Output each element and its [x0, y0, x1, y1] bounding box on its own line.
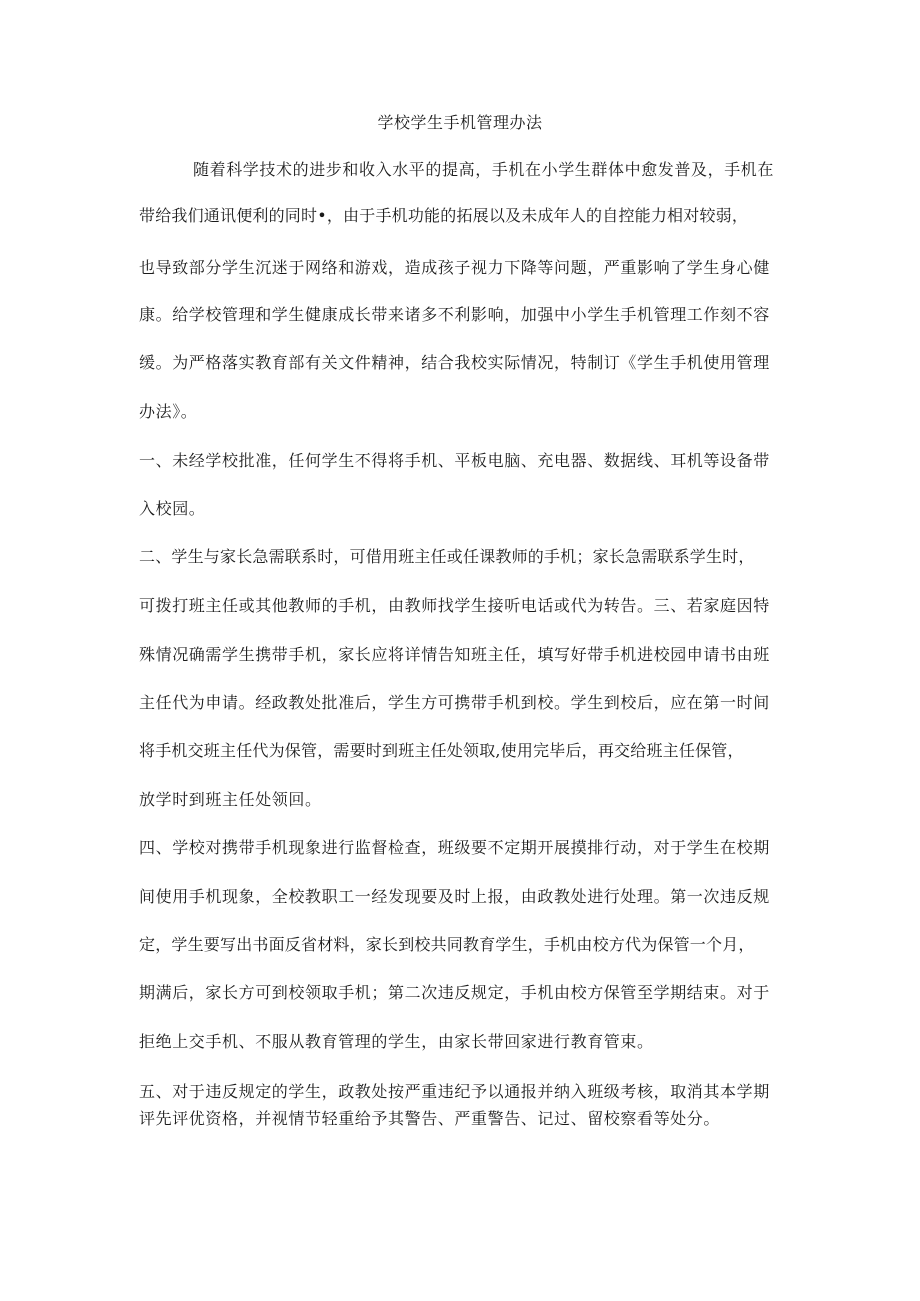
paragraph-line: 将手机交班主任代为保管，需要时到班主任处领取,使用完毕后，再交给班主任保管，	[139, 741, 744, 760]
paragraph-line: 入校园。	[139, 499, 206, 518]
document-title: 学校学生手机管理办法	[377, 113, 543, 132]
paragraph-line: 期满后，家长方可到校领取手机；第二次违反规定，手机由校方保管至学期结束。对于	[139, 983, 770, 1002]
paragraph-line: 定，学生要写出书面反省材料，家长到校共同教育学生，手机由校方代为保管一个月，	[139, 935, 755, 954]
paragraph-line: 随着科学技术的进步和收入水平的提高，手机在小学生群体中愈发普及，手机在	[193, 160, 775, 179]
paragraph-line: 五、对于违反规定的学生，政教处按严重违纪予以通报并纳入班级考核，取消其本学期	[139, 1082, 770, 1101]
paragraph-line: 也导致部分学生沉迷于网络和游戏，造成孩子视力下降等问题，严重影响了学生身心健	[139, 258, 770, 277]
paragraph-line: 评先评优资格，并视情节轻重给予其警告、严重警告、记过、留校察看等处分。	[139, 1109, 721, 1128]
paragraph-line: 缓。为严格落实教育部有关文件精神，结合我校实际情况，特制订《学生手机使用管理	[139, 353, 770, 372]
paragraph-line: 拒绝上交手机、不服从教育管理的学生，由家长带回家进行教育管束。	[139, 1032, 654, 1051]
paragraph-line: 二、学生与家长急需联系时，可借用班主任或任课教师的手机；家长急需联系学生时，	[139, 547, 755, 566]
paragraph-line: 四、学校对携带手机现象进行监督检查，班级要不定期开展摸排行动，对于学生在校期	[139, 838, 770, 857]
paragraph-line: 主任代为申请。经政教处批准后，学生方可携带手机到校。学生到校后，应在第一时间	[139, 693, 770, 712]
paragraph-line: 带给我们通讯便利的同时•，由于手机功能的拓展以及未成年人的自控能力相对较弱，	[139, 206, 749, 225]
paragraph-line: 放学时到班主任处领回。	[139, 790, 322, 809]
paragraph-line: 康。给学校管理和学生健康成长带来诸多不利影响，加强中小学生手机管理工作刻不容	[139, 305, 770, 324]
paragraph-line: 可拨打班主任或其他教师的手机，由教师找学生接听电话或代为转告。三、若家庭因特	[139, 596, 770, 615]
paragraph-line: 间使用手机现象，全校教职工一经发现要及时上报，由政教处进行处理。第一次违反规	[139, 887, 770, 906]
paragraph-line: 办法》。	[139, 402, 198, 421]
paragraph-line: 一、未经学校批准，任何学生不得将手机、平板电脑、充电器、数据线、耳机等设备带	[139, 451, 770, 470]
paragraph-line: 殊情况确需学生携带手机，家长应将详情告知班主任，填写好带手机进校园申请书由班	[139, 645, 770, 664]
